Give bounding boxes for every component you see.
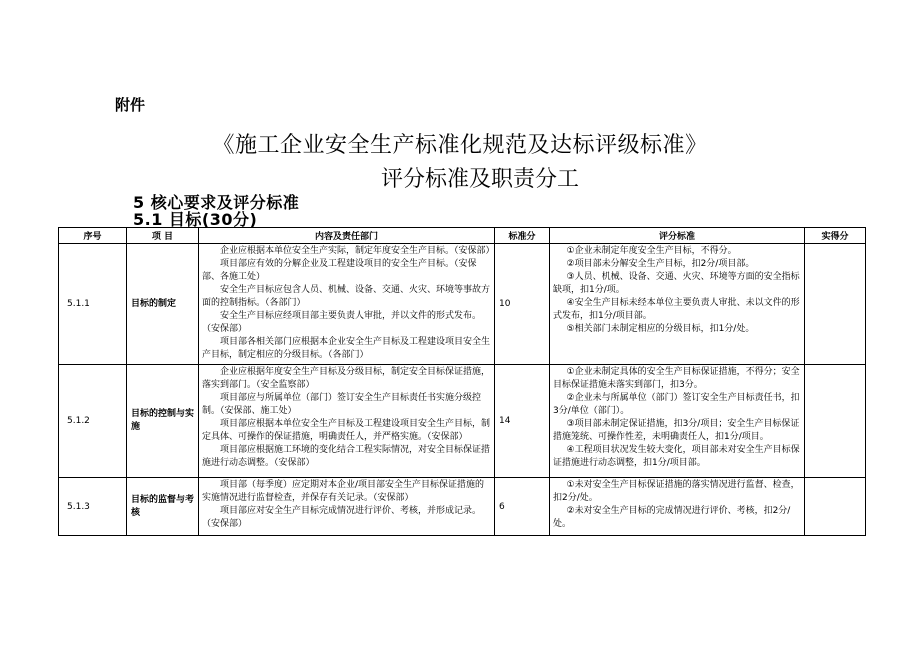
criteria-item: ③人员、机械、设备、交通、火灾、环境等方面的安全指标缺项，扣1分/项。 [553,272,800,295]
row-item: 目标的监督与考核 [127,478,199,536]
content-paragraph: 项目部应根据本单位安全生产目标及工程建设项目安全生产目标，制定具体、可操作的保证措施，明确责任人，并严格实施。（安保部） [202,419,491,442]
content-paragraph: 项目部应有效的分解企业及工程建设项目的安全生产目标。（安保部、各施工处） [202,259,477,282]
criteria-item: ③项目部未制定保证措施，扣3分/项目；安全生产目标保证措施笼统、可操作性差，未明确责任人，扣1分/项目。 [553,419,800,442]
table-row [59,478,866,536]
content-paragraph: 项目部（每季度）应定期对本企业/项目部安全生产目标保证措施的实施情况进行监督检查，并保存有关记录。（安保部） [202,480,485,503]
content-paragraph: 安全生产目标应包含人员、机械、设备、交通、火灾、环境等事故方面的控制指标。（各部门） [202,285,491,308]
content-paragraph: 项目部应根据施工环境的变化结合工程实际情况，对安全目标保证措施进行动态调整。（安保部） [202,445,491,468]
attachment-label: 附件 [115,96,146,114]
row-score: 6 [495,478,550,536]
row-item: 目标的制定 [127,244,199,365]
criteria-item: ②企业未与所属单位（部门）签订安全生产目标责任书，扣3分/单位（部门）。 [553,393,800,416]
criteria-item: ①企业未制定具体的安全生产目标保证措施，不得分；安全目标保证措施未落实到部门，扣3分。 [553,367,800,390]
subsection-heading: 5.1 目标(30分) [133,210,258,229]
content-paragraph: 安全生产目标应经项目部主要负责人审批，并以文件的形式发布。（安保部） [202,311,482,334]
row-item: 目标的控制与实施 [127,365,199,478]
row-content [199,244,495,365]
column-header-item: 项 目 [127,228,199,244]
table-header-row [59,228,866,244]
column-header-score: 标准分 [495,228,550,244]
criteria-item: ⑤相关部门未制定相应的分级目标，扣1分/处。 [566,324,755,334]
row-actual-score [805,478,866,536]
document-title: 《施工企业安全生产标准化规范及达标评级标准》 [212,133,708,158]
row-number: 5.1.1 [59,244,127,365]
criteria-item: ①企业未制定年度安全生产目标，不得分。 [566,246,737,256]
scoring-table [58,227,866,536]
content-paragraph: 项目部应对安全生产目标完成情况进行评价、考核，并形成记录。（安保部） [202,506,482,529]
column-header-criteria: 评分标准 [550,228,805,244]
content-paragraph: 企业应根据本单位安全生产实际，制定年度安全生产目标。（安保部） [220,246,495,256]
document-subtitle: 评分标准及职责分工 [380,167,579,192]
row-criteria [550,244,805,365]
content-paragraph: 项目部应与所属单位（部门）签订安全生产目标责任书实施分级控制。（安保部、施工处） [202,393,482,416]
row-number: 5.1.3 [59,478,127,536]
row-content [199,365,495,478]
row-score: 14 [495,365,550,478]
row-criteria [550,365,805,478]
section-heading: 5 核心要求及评分标准 [133,193,300,212]
column-header-no: 序号 [59,228,127,244]
row-actual-score [805,244,866,365]
table-row [59,244,866,365]
criteria-item: ①未对安全生产目标保证措施的落实情况进行监督、检查，扣2分/处。 [553,480,800,503]
criteria-item: ②项目部未分解安全生产目标，扣2分/项目部。 [566,259,755,269]
column-header-actual: 实得分 [805,228,866,244]
column-header-content: 内容及责任部门 [199,228,495,244]
criteria-item: ④安全生产目标未经本单位主要负责人审批、未以文件的形式发布，扣1分/项目部。 [553,298,800,321]
content-paragraph: 企业应根据年度安全生产目标及分级目标，制定安全目标保证措施，落实到部门。（安全监察部） [202,367,491,390]
table-row [59,365,866,478]
row-score: 10 [495,244,550,365]
row-criteria [550,478,805,536]
criteria-item: ②未对安全生产目标的完成情况进行评价、考核，扣2分/处。 [553,506,791,529]
row-actual-score [805,365,866,478]
row-number: 5.1.2 [59,365,127,478]
row-content [199,478,495,536]
criteria-item: ④工程项目状况发生较大变化，项目部未对安全生产目标保证措施进行动态调整，扣1分/项目部。 [553,445,800,468]
content-paragraph: 项目部各相关部门应根据本企业安全生产目标及工程建设项目安全生产目标，制定相应的分级目标。（各部门） [202,337,491,360]
